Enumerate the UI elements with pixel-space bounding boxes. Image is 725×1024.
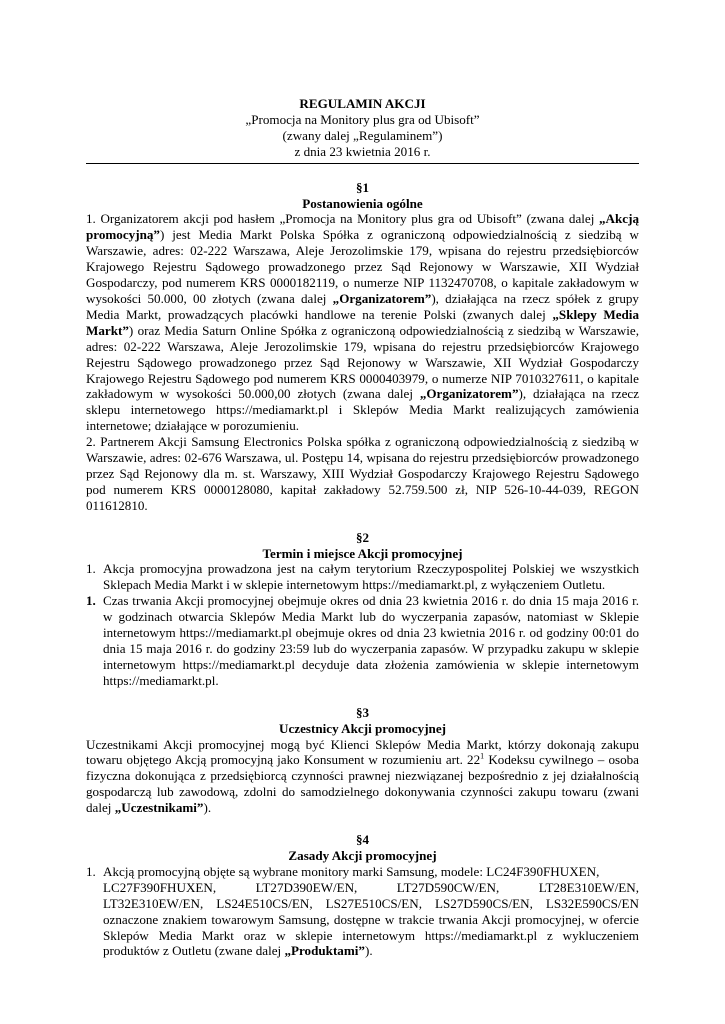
section-1-paragraph-1 (86, 211, 639, 434)
text-run: ) oraz Media Saturn Online Spółka z ograniczoną odpowiedzialnością z siedzibą w Warszawie, adres: 02-222 Warszawa, Aleje Jerozolimskie 179, wpisana do rejestru przedsiębiorców Krajowego Rejestru Sądowego prowadzonego przez Sąd Rejonowy w Warszawie, XII Wydział Gospodarczy Krajowego Rejestru Sądowego pod numerem KRS 0000403979, o numerze NIP 7010327611, o kapitale zakładowym w wysokości 50.000,00 złotych (zwana dalej (86, 322, 639, 402)
document-alias: (zwany dalej „Regulaminem”) (282, 127, 443, 143)
list-item (86, 864, 639, 959)
section-4-list (86, 864, 639, 959)
section-3-heading: Uczestnicy Akcji promocyjnej (278, 720, 447, 736)
defined-term-organizator-2: „Organizatorem” (419, 386, 519, 402)
text-run: Kodeksu cywilnego – osoba fizyczna dokonująca z przedsiębiorcą czynności prawnej niezwiązanej bezpośrednio z jej działalnością gospodarczą lub zawodową, zdolni do samodzielnego dokonywania czynności zakupu towaru (zwani dalej (86, 752, 639, 816)
text-run: Uczestnikami Akcji promocyjnej mogą być Klienci Sklepów Media Markt, którzy dokonają zakupu towaru objętego Akcją promocyjną jako Konsument w rozumieniu art. 22 (86, 736, 639, 768)
section-2-list (86, 561, 639, 688)
superscript: 1 (480, 752, 485, 762)
section-3-paragraph (86, 737, 639, 817)
model-name: LS32E590CS/EN (545, 895, 639, 911)
models-description (103, 912, 639, 960)
section-1-number: §1 (355, 179, 370, 195)
document-title: REGULAMIN AKCJI (299, 96, 426, 111)
section-2-heading: Termin i miejsce Akcji promocyjnej (262, 545, 463, 561)
list-number: 1. (86, 561, 96, 577)
model-name: LS27D590CS/EN, (435, 895, 533, 911)
text-run: ), działająca na rzecz spółek z grupy Media Markt, prowadzących placówki handlowe na terenie Polski (zwanych dalej (86, 290, 639, 322)
list-item (86, 561, 639, 593)
model-name: LC27F390FHUXEN, (103, 879, 217, 895)
document-date: z dnia 23 kwietnia 2016 r. (294, 143, 431, 159)
section-4-heading: Zasady Akcji promocyjnej (288, 847, 437, 863)
section-1-heading: Postanowienia ogólne (302, 195, 423, 211)
regulation-document (86, 96, 639, 959)
section-4-number: §4 (355, 832, 370, 848)
models-intro: Akcją promocyjną objęte są wybrane monitory marki Samsung, modele: LC24F390FHUXEN, (103, 863, 600, 879)
section-2-number: §2 (355, 529, 370, 545)
list-number: 1. (86, 863, 96, 879)
list-number: 1. (86, 593, 96, 609)
text-run: ), działająca na rzecz sklepu internetowego https://mediamarkt.pl i Sklepów Media Markt realizujących zamówienia internetowe; działające w porozumieniu. (86, 386, 640, 434)
text-run: ). (364, 943, 373, 959)
model-name: LS27E510CS/EN, (325, 895, 423, 911)
text-run: ) jest Media Markt Polska Spółka z ograniczoną odpowiedzialnością z siedzibą w Warszawie, adres: 02-222 Warszawa, Aleje Jerozolimskie 179, wpisana do rejestru przedsiębiorców Krajowego Rejestru Sądowego prowadzonego przez Sąd Rejonowy w Warszawie, XII Wydział Gospodarczy, pod numerem KRS 0000182119, o numerze NIP 1132470708, o kapitale zakładowym w wysokości 50.000, 00 złotych (zwana dalej (86, 227, 639, 306)
defined-term-uczestnicy: „Uczestnikami” (114, 800, 204, 816)
section-1-paragraph-2: 2. Partnerem Akcji Samsung Electronics Polska spółka z ograniczoną odpowiedzialnością z siedzibą w Warszawie, adres: 02-676 Warszawa, ul. Postępu 14, wpisana do rejestru przedsiębiorców prowadzonego przez Sąd Rejonowy dla m. st. Warszawy, XIII Wydział Gospodarczy Krajowego Rejestru Sądowego pod numerem KRS 0000128080, kapitał zakładowy 52.759.500 zł, NIP 526-10-44-039, REGON 011612810. (86, 434, 639, 513)
model-name: LT28E310EW/EN, (538, 879, 639, 895)
list-item (86, 593, 639, 688)
model-name: LT32E310EW/EN, (103, 895, 204, 911)
model-name: LT27D390EW/EN, (255, 879, 358, 895)
model-name: LT27D590CW/EN, (396, 879, 500, 895)
list-item-text: Czas trwania Akcji promocyjnej obejmuje okres od dnia 23 kwietnia 2016 r. do dnia 15 maja 2016 r. w godzinach otwarcia Sklepów Media Markt lub do wyczerpania zapasów, natomiast w Sklepie internetowym https://mediamarkt.pl obejmuje okres od dnia 23 kwietnia 2016 r. od godziny 00:01 do dnia 15 maja 2016 r. do godziny 23:59 lub do wyczerpania zapasów. W przypadku zakupu w sklepie internetowym https://mediamarkt.pl decyduje data złożenia zamówienia w sklepie internetowym https://mediamarkt.pl. (103, 593, 639, 688)
defined-term-organizator: „Organizatorem” (332, 290, 432, 306)
text-run: oznaczone znakiem towarowym Samsung, dostępne w trakcie trwania Akcji promocyjnej, w ofercie Sklepów Media Markt oraz w sklepie internetowym https://mediamarkt.pl z wykluczeniem produktów z Outletu (zwane dalej (103, 911, 639, 959)
section-3-number: §3 (355, 704, 370, 720)
text-run: 1. Organizatorem akcji pod hasłem „Promocja na Monitory plus gra od Ubisoft” (zwana dalej (86, 211, 599, 227)
defined-term-akcja: „Akcją promocyjną” (86, 211, 639, 243)
model-name: LS24E510CS/EN, (216, 895, 313, 911)
defined-term-sklepy: „Sklepy Media Markt” (86, 306, 639, 338)
models-row-2 (103, 896, 639, 912)
models-row-1 (103, 880, 639, 896)
list-item-text: Akcja promocyjna prowadzona jest na całym terytorium Rzeczypospolitej Polskiej we wszystkich Sklepach Media Markt i w sklepie internetowym https://mediamarkt.pl, z wyłączeniem Outletu. (103, 561, 639, 593)
document-subtitle: „Promocja na Monitory plus gra od Ubisoft” (245, 111, 480, 127)
defined-term-produkty: „Produktami” (284, 943, 365, 959)
text-run: ). (203, 800, 212, 816)
